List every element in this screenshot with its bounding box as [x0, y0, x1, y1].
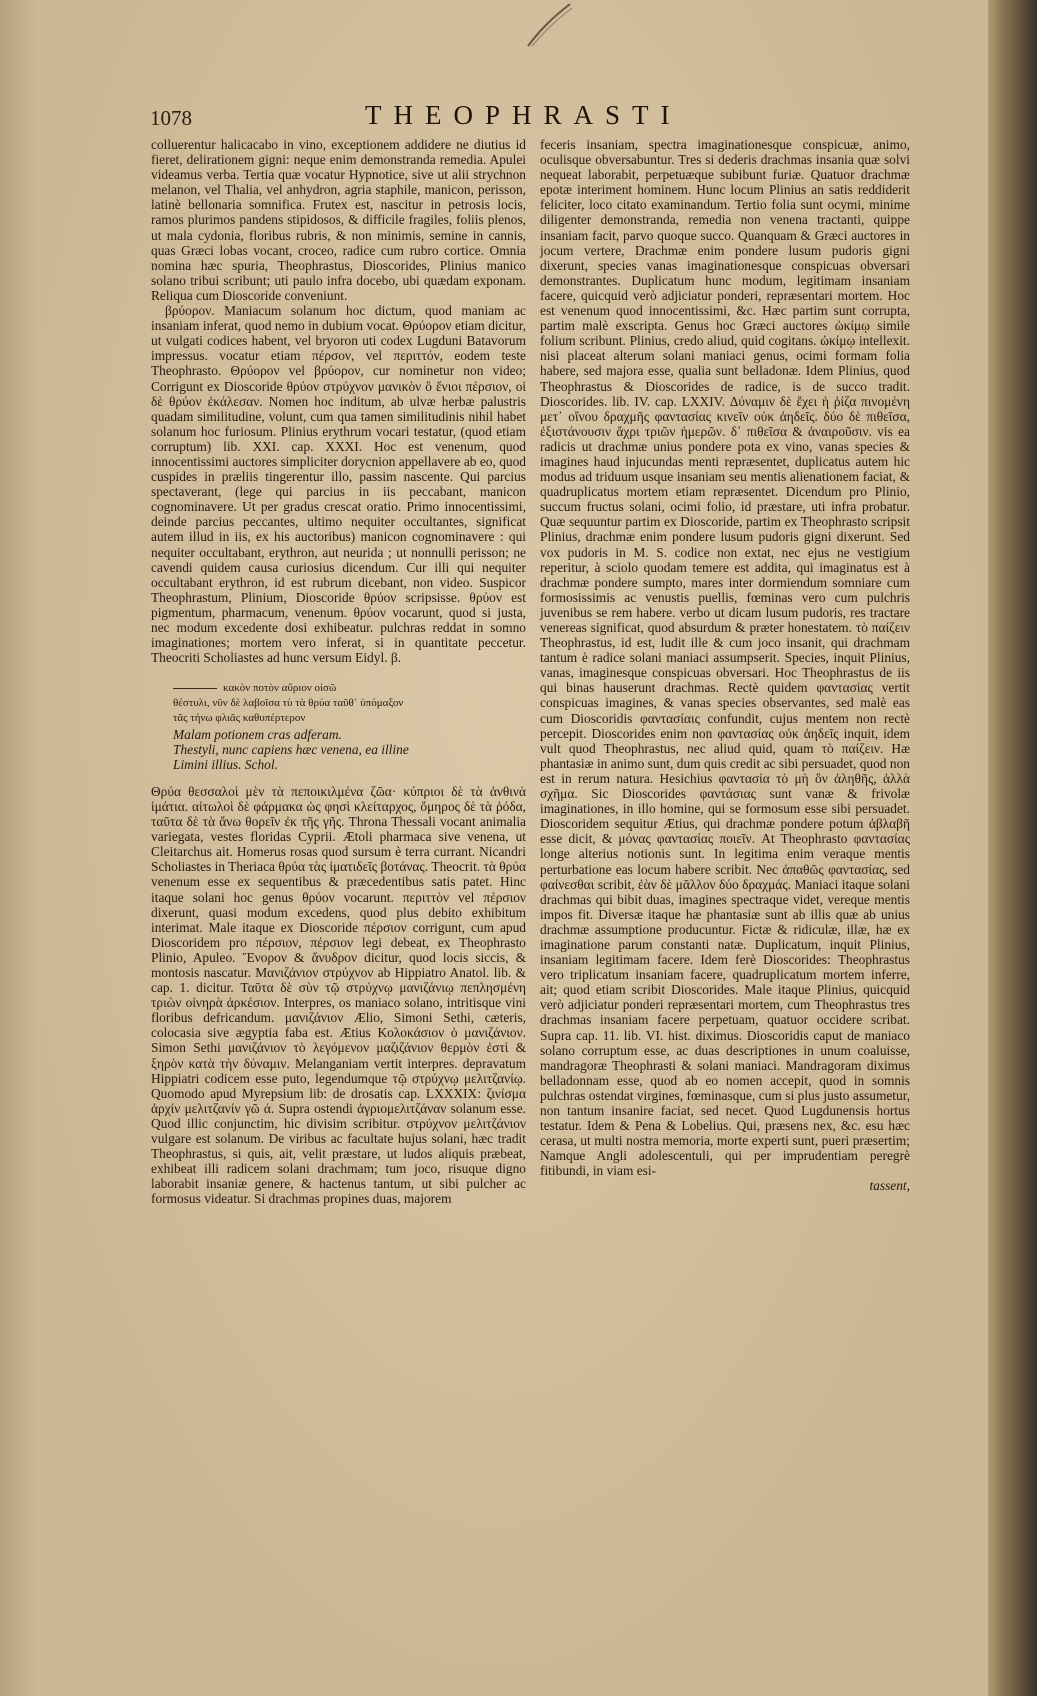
quote-latin-line-2: Thestyli, nunc capiens hæc venena, ea illine — [173, 741, 409, 757]
left-paragraph-3: Θρύα θεσσαλοὶ μὲν τὰ πεποικιλμένα ζῶα· κύπριοι δὲ τὰ ἀνθινὰ ἱμάτια. αἰτωλοὶ δὲ φάρμακα ὡς φησὶ κλείταρχος, ὅμηρος δὲ τὰ ῥόδα, ταῦτα δὲ τὰ ἄνω θορεῖν ἐκ τῆς γῆς. Throna Thessali vocant animalia variegata, vestes floridas Cyprii. Ætoli pharmaca sive venena, ut Cleitarchus ait. Homerus rosas quod sursum è terra currant. Nicandri Scholiastes in Theriaca θρύα τὰς ἱματιδεῖς βοτάνας. Theocrit. τὰ θρύα venenum esse ex sequentibus & præcedentibus satis patet. Hinc itaque solani hoc genus θρύον vocarunt. περιττὸν vel πέρσιον dixerunt, quasi modum excedens, quod plus debito exhibitum interimat. Male itaque ex Dioscoride πέρσιον corrigunt, cum apud Dioscoridem pro πέρσιον, πέρσιον legi debeat, ex Theophrasto Plinio, Apuleo. Ἔνορον & ἄνυδρον dicitur, quod locis siccis, & montosis nascatur. Μανιζάνιον στρύχνον ab Hippiatro Anatol. lib. & cap. 1. dicitur. Ταῦτα δὲ σὺν τῷ στρύχνῳ μανιζάνιῳ πεπλησμένη τριὼν οἰνηρὰ ἀρκέσιον. Interpres, os maniaco solano, intritisque vini floribus defricandum. μανιζάνιον Ælio, Simoni Sethi, cæteris, colocasia sive ægyptia faba est. Ætius Κολοκάσιον ὁ μανιζάνιον. Simon Sethi μανιζάνιον τὸ λεγόμενον μαζιζάνιον θερμὸν ἐστὶ & ξηρὸν κατὰ τὴν δύναμιν. Melanganiam vertit interpres. depravatum Hippiatri codicem esse puto, legendumque τῷ στρύχνῳ μελιτζανίῳ. Quomodo apud Myrepsium lib: de drosatis cap. LXXXIX: ζινίσμα ἀρχίν μελιτζανίν γῶ ά. Supra ostendi ἀγριομελιτζάναν solanum esse. Quod illic conjunctim, hic divisim scribitur. στρύχνον μελιτζάνιον vulgare est solanum. De viribus ac facultate hujus solani, hæc tradit Theophrastus, si quis, ait, velit præstare, ut ludos aliquis præbeat, exhibeat illi radicem solani drachmam; tum joco, risuque digno laborabit insaniæ genere, & hactenus tantum, ut sibi pulcher ac formosus videatur. Si drachmas propines duas, majorem — [151, 783, 526, 1207]
catchword: tassent, — [869, 1178, 910, 1194]
quote-greek-line-1: κακὸν ποτὸν αὔριον οἰσῶ — [223, 682, 337, 695]
right-paragraph-1: feceris insaniam, spectra imaginationesque conspicuæ, animo, oculisque obversabuntur. Tres si dederis drachmas insania quæ solvi nequeat laborabit, perpetuæque subibunt furiæ. Quatuor drachmæ epotæ interiment hominem. Hunc locum Plinius an satis reddiderit feliciter, loco citato examinandum. Tertio folia sunt ocymi, minime diligenter demonstranda, remedia non venena tractanti, quippe insaniam facit, parvo quoque succo. Quanquam & Græci auctores in jocum vertere, Drachmæ enim pondere lusum pudoris gigni dixerunt, species vanas imaginationesque conspicuas obversari demonstrantes. Duplicatum hunc modum, legitimam insaniam facere, quicquid verò adjiciatur ponderi, repræsentari mortem. Hoc est venenum quod innocentissimi, &c. Hæc partim sunt corrupta, partim malè exscripta. Genus hoc Græci auctores ὠκίμῳ simile folium scribunt. Plinius, credo aliud, quid cogitans. ὠκίμῳ intellexit. nisi placeat alterum solani maniaci genus, ocimi formam folia habere, sed majora esse, qualia sunt belladonæ. Idem Plinius, quod Theophrastus & Dioscorides de radice, is de succo tradit. Dioscorides. lib. IV. cap. LXXIV. Δύναμιν δὲ ἔχει ἡ ῥίζα πινομένη μετ᾽ οἴνου δραχμῆς φαντασίας κινεῖν οὐκ ἀηδεῖς. δύο δὲ πιθεῖσα, ἐξιστάνουσιν ἄχρι τριῶν ἡμερῶν. δ᾽ πιθεῖσα & ἀναιροῦσιν. vis ea radicis ut drachmæ unius pondere pota ex vino, vanas species & imagines haud injucundas menti repræsentet, duplicatus autem hic modus ad triduum usque insaniam seu mentis alienationem faciat, & quadruplicatus mortem etiam repræsentet. Dicendum pro Plinio, succum fructus solani, ocimi folio, id præstare, uti infra probatur. Quæ sequuntur partim ex Dioscoride, partim ex Theophrasto scripsit Plinius, drachmæ enim pondere lusum pudoris gigni dixerunt. Sed vox pudoris in M. S. codice non extat, nec ejus ne vestigium reperitur, à sciolo quodam temere est addita, qui imaginatus est à drachmæ pondere sumpto, mares inter dormiendum somniare cum formosissimis ac venustis puellis, fœminas vero cum pulchris juvenibus se rem habere. verbo ut dicam lusum pudoris, res tractare venereas significat, quod absurdum & præter honestatem. τὸ παίζειν Theophrastus, id est, ludit ille & cum joco insanit, qui drachmam tantum è radice solani maniaci assumpserit. Species, inquit Plinius, vanas, imaginesque conspicuas obversari. Hoc Theophrastus de iis qui binas hauserunt drachmas. Rectè quidem φαντασίας vertit conspicuas imagines, & vanas species observantes, sed malè eas cum Dioscoridis φαντασίαις confundit, cujus mentem non rectè percepit. Dioscorides enim non φαντασίας οὐκ ἀηδεῖς inquit, idem vult quod Theophrastus, nec aliud quid, quam τὸ παίζειν. Hæ phantasiæ in animo sunt, dum quis credit ac sibi persuadet, quod non est in rerum natura. Hesichius φαντασία τὸ μὴ ὂν ἀληθῆς, ἀλλὰ σχῆμα. Sic Dioscorides φαντάσιας sunt vanæ & frivolæ imaginationes, in illo homine, qui se formosum esse sibi persuadet. Dioscoridem sequitur Ætius, qui drachmæ pondere potum ἀβλαβῆ esse dicit, & μόνας φαντασίας ποιεῖν. At Theophrasto φαντασίας longe alterius notionis sunt. In legitima enim veraque mentis perturbatione eas locum habere scribit. Nec ἀπαθῶς φαντασίας, sed φαίνεσθαι scribit, ἐὰν δὲ μᾶλλον δύο δραχμάς. Maniaci itaque solani drachmas qui bibit duas, imagines spectraque videt, vereque mentis impos fit. Diversæ itaque hæ phantasiæ sunt ab illis quæ ab unius drachmæ assumptione producuntur. Fictæ & ridiculæ, illæ, hæ ex imaginatione parum constanti natæ. Duplicatum, inquit Plinius, insaniam legitimam facere. Idem ferè Dioscorides: Theophrastus vero triplicatum insaniam facere, quadruplicatum mortem inferre, ait; quod etiam scribit Dioscorides. Male itaque Plinius, quicquid verò adjiciatur ponderi repræsentari mortem, cum Theophrastus tres drachmas insaniam facere perpetuam, quatuor occidere scribat. Supra cap. 11. lib. VI. hist. diximus. Dioscoridis caput de maniaco solano corruptum esse, ac duas descriptiones in unum coaluisse, mandragoræ Theophrasti & solani maniaci. Mandragoram diximus belladonnam esse, quod ab eo nomen accepit, quod in somnis pulchras ostendat virgines, fœminasque, cum si plus justo assumetur, non tantum insanire faciat, sed necet. Quod Lugdunensis hortus testatur. Idem & Pena & Lobelius. Qui, præsens nex, &c. esu hæc cerasa, ut multi nostra memoria, morte experti sunt, pueri præsertim; Namque Angli adolescentuli, qui per imprudentiam peregrè fitibundi, in viam esi- — [540, 137, 910, 1179]
page-header — [150, 100, 910, 134]
left-paragraph-1: colluerentur halicacabo in vino, exceptionem addidere ne diutius id fieret, delirationem gigni: neque enim demonstranda remedia. Apulei videamus verba. Tertia quæ vocatur Hypnotice, sive ut alii strychnon melanon, vel Thalia, vel anhydron, agria staphile, manicon, perisson, latinè bellonaria somnifica. Frutex est, nascitur in petrosis locis, ramos plurimos pandens stipidosos, & difficile fragiles, foliis plenos, ut mala cydonia, floribus rubris, & non minimis, semine in cannis, quas Græci lobas vocant, croceo, radice cum rubro cortice. Omnia nomina hæc spuria, Theophrastus, Dioscorides, Plinius manico solano tribui scribunt; uti paulo infra docebo, ubi quædam exponam. Reliqua cum Dioscoride conveniunt. — [151, 137, 526, 303]
left-paragraph-2: βρύορον. Maniacum solanum hoc dictum, quod maniam ac insaniam inferat, quod nemo in dubium vocat. Θρύορον etiam dicitur, ut vulgati codices habent, vel bryoron uti codex Lugduni Batavorum impressus. vocatur etiam πέρσον, vel περιττόν, eodem teste Theophrasto. Θρύορον vel βρύορον, cur nominetur non video; Corrigunt ex Dioscoride θρύον στρύχνον μανικὸν ὃ ἔνιοι πέρσιον, οἱ δὲ θρύον ἐκάλεσαν. Nomen hoc inditum, ab ulvæ herbæ palustris quadam similitudine, volunt, cum qua tamen similitudinis nihil habet solanum hoc furiosum. Plinius erythrum vocari testatur, (quod etiam corruptum) lib. XXI. cap. XXXI. Hoc est venenum, quod innocentissimi auctores simpliciter dorycnion appellavere ab eo, quod cuspides in præliis tingerentur illo, passim nascente. Qui parcius spectaverant, (lege qui parcius in iis peccabant, manicon cognominavere. Ut per gradus crescat oratio. Primo innocentissimi, deinde parcius peccantes, ultimo nequiter occultantes, significat autem illud in iis, ex his auctoribus) manicon cognominavere : qui nequiter occultabant, erythron, aut neurida ; ut nonnulli perisson; ne cavendi quidem causa curiosius dicendum. Cur illi qui nequiter occultabant erythron, id est rubrum dicebant, non video. Suspicor Theophrastum, Plinium, Dioscoride θρύον scripsisse. θρύον est pigmentum, pharmacum, venenum. θρύον vocarunt, quod si justa, nec modum excedente dosi exhibeatur. pulchras reddat in somno imaginationes; mortem vero inferat, si in quantitate peccetur. Theocriti Scholiastes ad hunc versum Eidyl. β. — [151, 303, 526, 666]
quote-latin-line-3: Limini illius. Schol. — [173, 756, 278, 772]
quote-rule — [173, 688, 217, 689]
quote-greek-line-3: τᾶς τήνω φλιᾶς καθυπέρτερον — [173, 712, 306, 725]
page-number: 1078 — [150, 106, 192, 130]
right-column — [540, 137, 910, 1194]
page-edge-shadow — [988, 0, 1037, 1696]
running-head: THEOPHRASTI — [365, 100, 682, 130]
theocritus-quote — [173, 679, 526, 772]
left-column — [151, 137, 526, 1206]
quote-greek-line-2: θέστυλι, νῦν δὲ λαβοῖσα τὺ τὰ θρύα ταῦθ᾽ ὑπόμαξον — [173, 697, 404, 710]
ink-stroke-mark — [520, 0, 580, 50]
quote-latin-line-1: Malam potionem cras adferam. — [173, 726, 342, 742]
